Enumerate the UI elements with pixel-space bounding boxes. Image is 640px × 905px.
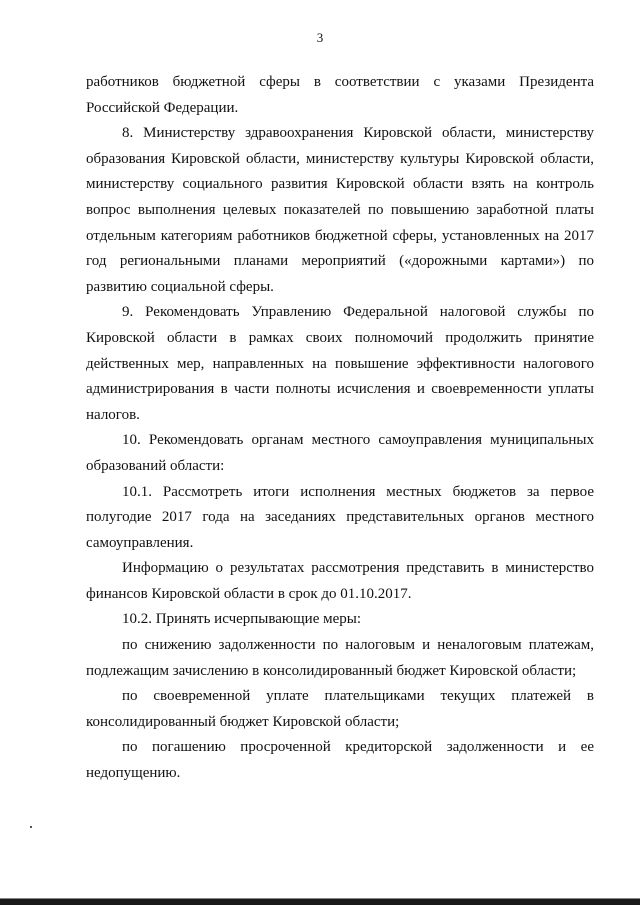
paragraph-item-10: 10. Рекомендовать органам местного самоуправления муниципальных образований области:: [86, 432, 594, 474]
scan-edge-bar: [0, 899, 640, 905]
paragraph-item-10-1: 10.1. Рассмотреть итоги исполнения местных бюджетов за первое полугодие 2017 года на заседаниях представительных органов местного самоуправления.: [86, 483, 594, 551]
page-number: 3: [316, 30, 324, 45]
paragraph-item-10-2: 10.2. Принять исчерпывающие меры:: [122, 611, 362, 628]
scan-speck: [30, 826, 32, 828]
paragraph-item-8: 8. Министерству здравоохранения Кировской области, министерству образования Кировской области, министерству культуры Кировской области, министерству социального развития Кировской области взять на контроль вопрос выполнения целевых показателей по повышению заработной платы отдельным категориям работников бюджетной сферы, установленных на 2017 год региональными планами мероприятий («дорожными картами») по развитию социальной сферы.: [86, 125, 594, 295]
paragraph-measure-1: по снижению задолженности по налоговым и неналоговым платежам, подлежащим зачислению в консолидированный бюджет Кировской области;: [86, 637, 594, 679]
paragraph-continuation: работников бюджетной сферы в соответствии с указами Президента Российской Федерации.: [86, 74, 594, 116]
document-body: [86, 70, 594, 787]
paragraph-information: Информацию о результатах рассмотрения представить в министерство финансов Кировской области в срок до 01.10.2017.: [86, 560, 594, 602]
paragraph-item-9: 9. Рекомендовать Управлению Федеральной налоговой службы по Кировской области в рамках своих полномочий продолжить принятие действенных мер, направленных на повышение эффективности налогового администрирования в части полноты исчисления и своевременности уплаты налогов.: [86, 304, 594, 423]
paragraph-measure-3: по погашению просроченной кредиторской задолженности и ее недопущению.: [86, 739, 594, 782]
paragraph-measure-2: по своевременной уплате плательщиками текущих платежей в консолидированный бюджет Кировской области;: [86, 688, 594, 730]
